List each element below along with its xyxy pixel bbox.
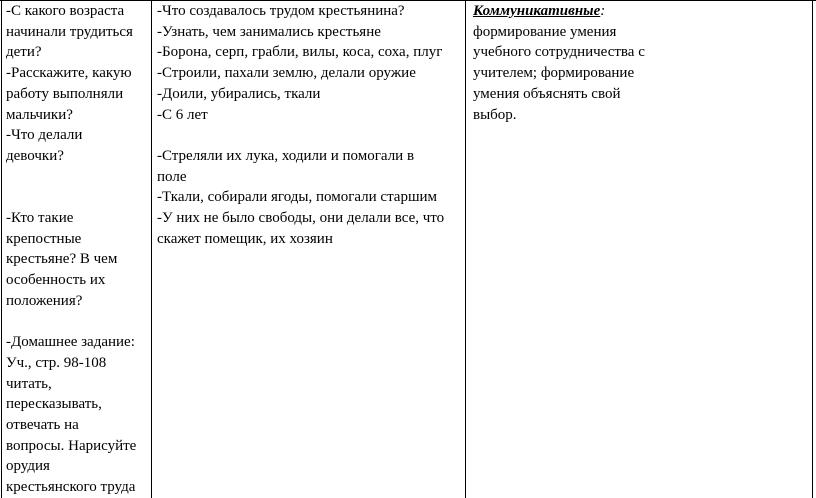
- question-line: -С какого возраста: [6, 3, 125, 19]
- question-line: особенность их: [6, 272, 106, 289]
- question-line: мальчики?: [6, 106, 73, 123]
- answer-line: [157, 125, 462, 146]
- answers-cell: [157, 1, 462, 249]
- skill-line: формирование умения: [473, 23, 617, 40]
- skills-header: Коммуникативные: [473, 3, 601, 19]
- skills-header-line: [473, 1, 673, 22]
- question-line: вопросы. Нарисуйте: [6, 437, 137, 454]
- answer-line: -Что создавалось трудом крестьянина?: [157, 3, 405, 19]
- question-line: [6, 187, 149, 208]
- answer-line: -Строили, пахали землю, делали оружие: [157, 65, 416, 82]
- question-line: пересказывать,: [6, 396, 102, 413]
- question-line: орудия: [6, 458, 50, 475]
- table-left-border: [1, 0, 2, 498]
- question-line: [6, 312, 149, 333]
- questions-cell: [6, 1, 149, 498]
- question-line: крестьянского труда: [6, 479, 136, 496]
- question-line: -Что делали: [6, 127, 83, 144]
- question-line: [6, 167, 149, 188]
- question-line: положения?: [6, 292, 83, 309]
- question-line: -Кто такие: [6, 210, 74, 226]
- table-right-border: [812, 0, 813, 498]
- skill-line: учебного сотрудничества с: [473, 44, 645, 61]
- question-line: дети?: [6, 44, 42, 61]
- question-line: начинали трудиться: [6, 23, 133, 40]
- question-line: работу выполняли: [6, 85, 124, 102]
- question-line: читать,: [6, 375, 52, 392]
- question-line: крепостные: [6, 230, 82, 247]
- question-line: крестьяне? В чем: [6, 251, 118, 268]
- question-line: -Расскажите, какую: [6, 65, 132, 82]
- column-divider-1: [151, 0, 152, 498]
- skill-line: выбор.: [473, 106, 517, 123]
- answer-line: скажет помещик, их хозяин: [157, 230, 333, 247]
- question-line: девочки?: [6, 147, 64, 164]
- question-line: отвечать на: [6, 417, 79, 434]
- skill-line: учителем; формирование: [473, 65, 635, 82]
- answer-line: -Доили, убирались, ткали: [157, 85, 321, 102]
- question-line: Уч., стр. 98-108: [6, 354, 107, 371]
- answer-line: -У них не было свободы, они делали все, что: [157, 210, 445, 227]
- answer-line: -С 6 лет: [157, 106, 208, 123]
- answer-line: -Ткали, собирали ягоды, помогали старшим: [157, 189, 438, 206]
- skills-header-colon: :: [600, 3, 606, 19]
- answer-line: поле: [157, 168, 187, 185]
- answer-line: -Узнать, чем занимались крестьяне: [157, 23, 381, 40]
- question-line: -Домашнее задание:: [6, 334, 135, 351]
- column-divider-2: [465, 0, 466, 498]
- answer-line: -Стреляли их лука, ходили и помогали в: [157, 147, 415, 164]
- skill-line: умения объяснять свой: [473, 85, 621, 102]
- skills-cell: [473, 1, 673, 125]
- answer-line: -Борона, серп, грабли, вилы, коса, соха, плуг: [157, 44, 443, 61]
